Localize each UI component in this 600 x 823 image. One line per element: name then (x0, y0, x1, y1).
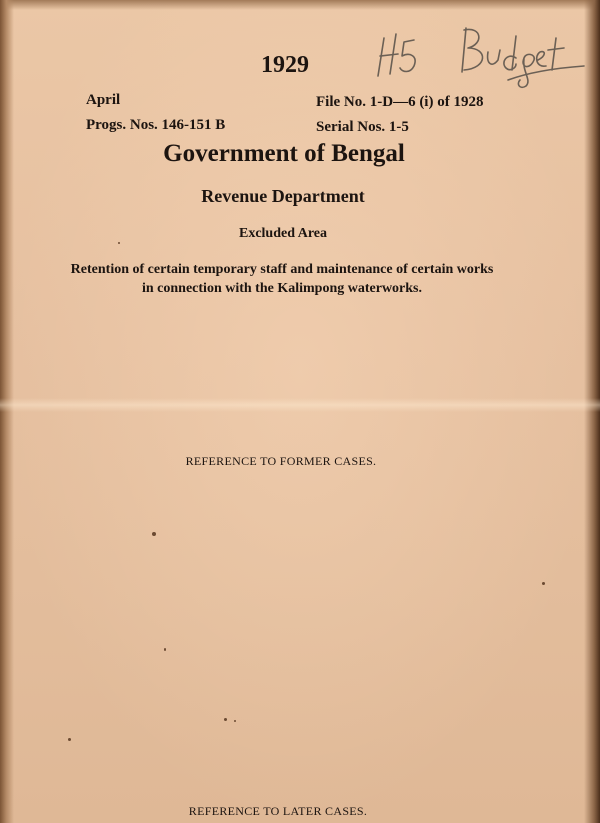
proceedings-numbers: Progs. Nos. 146-151 B (86, 117, 226, 133)
file-number: File No. 1-D—6 (i) of 1928 (316, 94, 484, 110)
paper-speck (234, 720, 236, 722)
page-fold (0, 398, 600, 412)
paper-speck (542, 582, 545, 585)
paper-speck (68, 738, 71, 741)
document-month: April (86, 92, 121, 108)
reference-later-cases: REFERENCE TO LATER CASES. (188, 804, 368, 818)
paper-speck (152, 532, 156, 536)
paper-speck (118, 242, 120, 244)
paper-speck (164, 648, 166, 651)
reference-former-cases: REFERENCE TO FORMER CASES. (185, 454, 377, 468)
handwritten-note-text: H5 Budget (370, 14, 375, 15)
department-title: Revenue Department (201, 186, 365, 206)
paper-speck (224, 718, 227, 721)
page-edge-top (0, 0, 600, 10)
serial-numbers: Serial Nos. 1-5 (316, 119, 409, 135)
document-year: 1929 (261, 52, 309, 78)
case-description: Retention of certain temporary staff and maintenance of certain works in connection with the Kalimpong waterworks. (70, 262, 494, 296)
subject-heading: Excluded Area (238, 226, 328, 241)
government-title: Government of Bengal (163, 140, 405, 167)
